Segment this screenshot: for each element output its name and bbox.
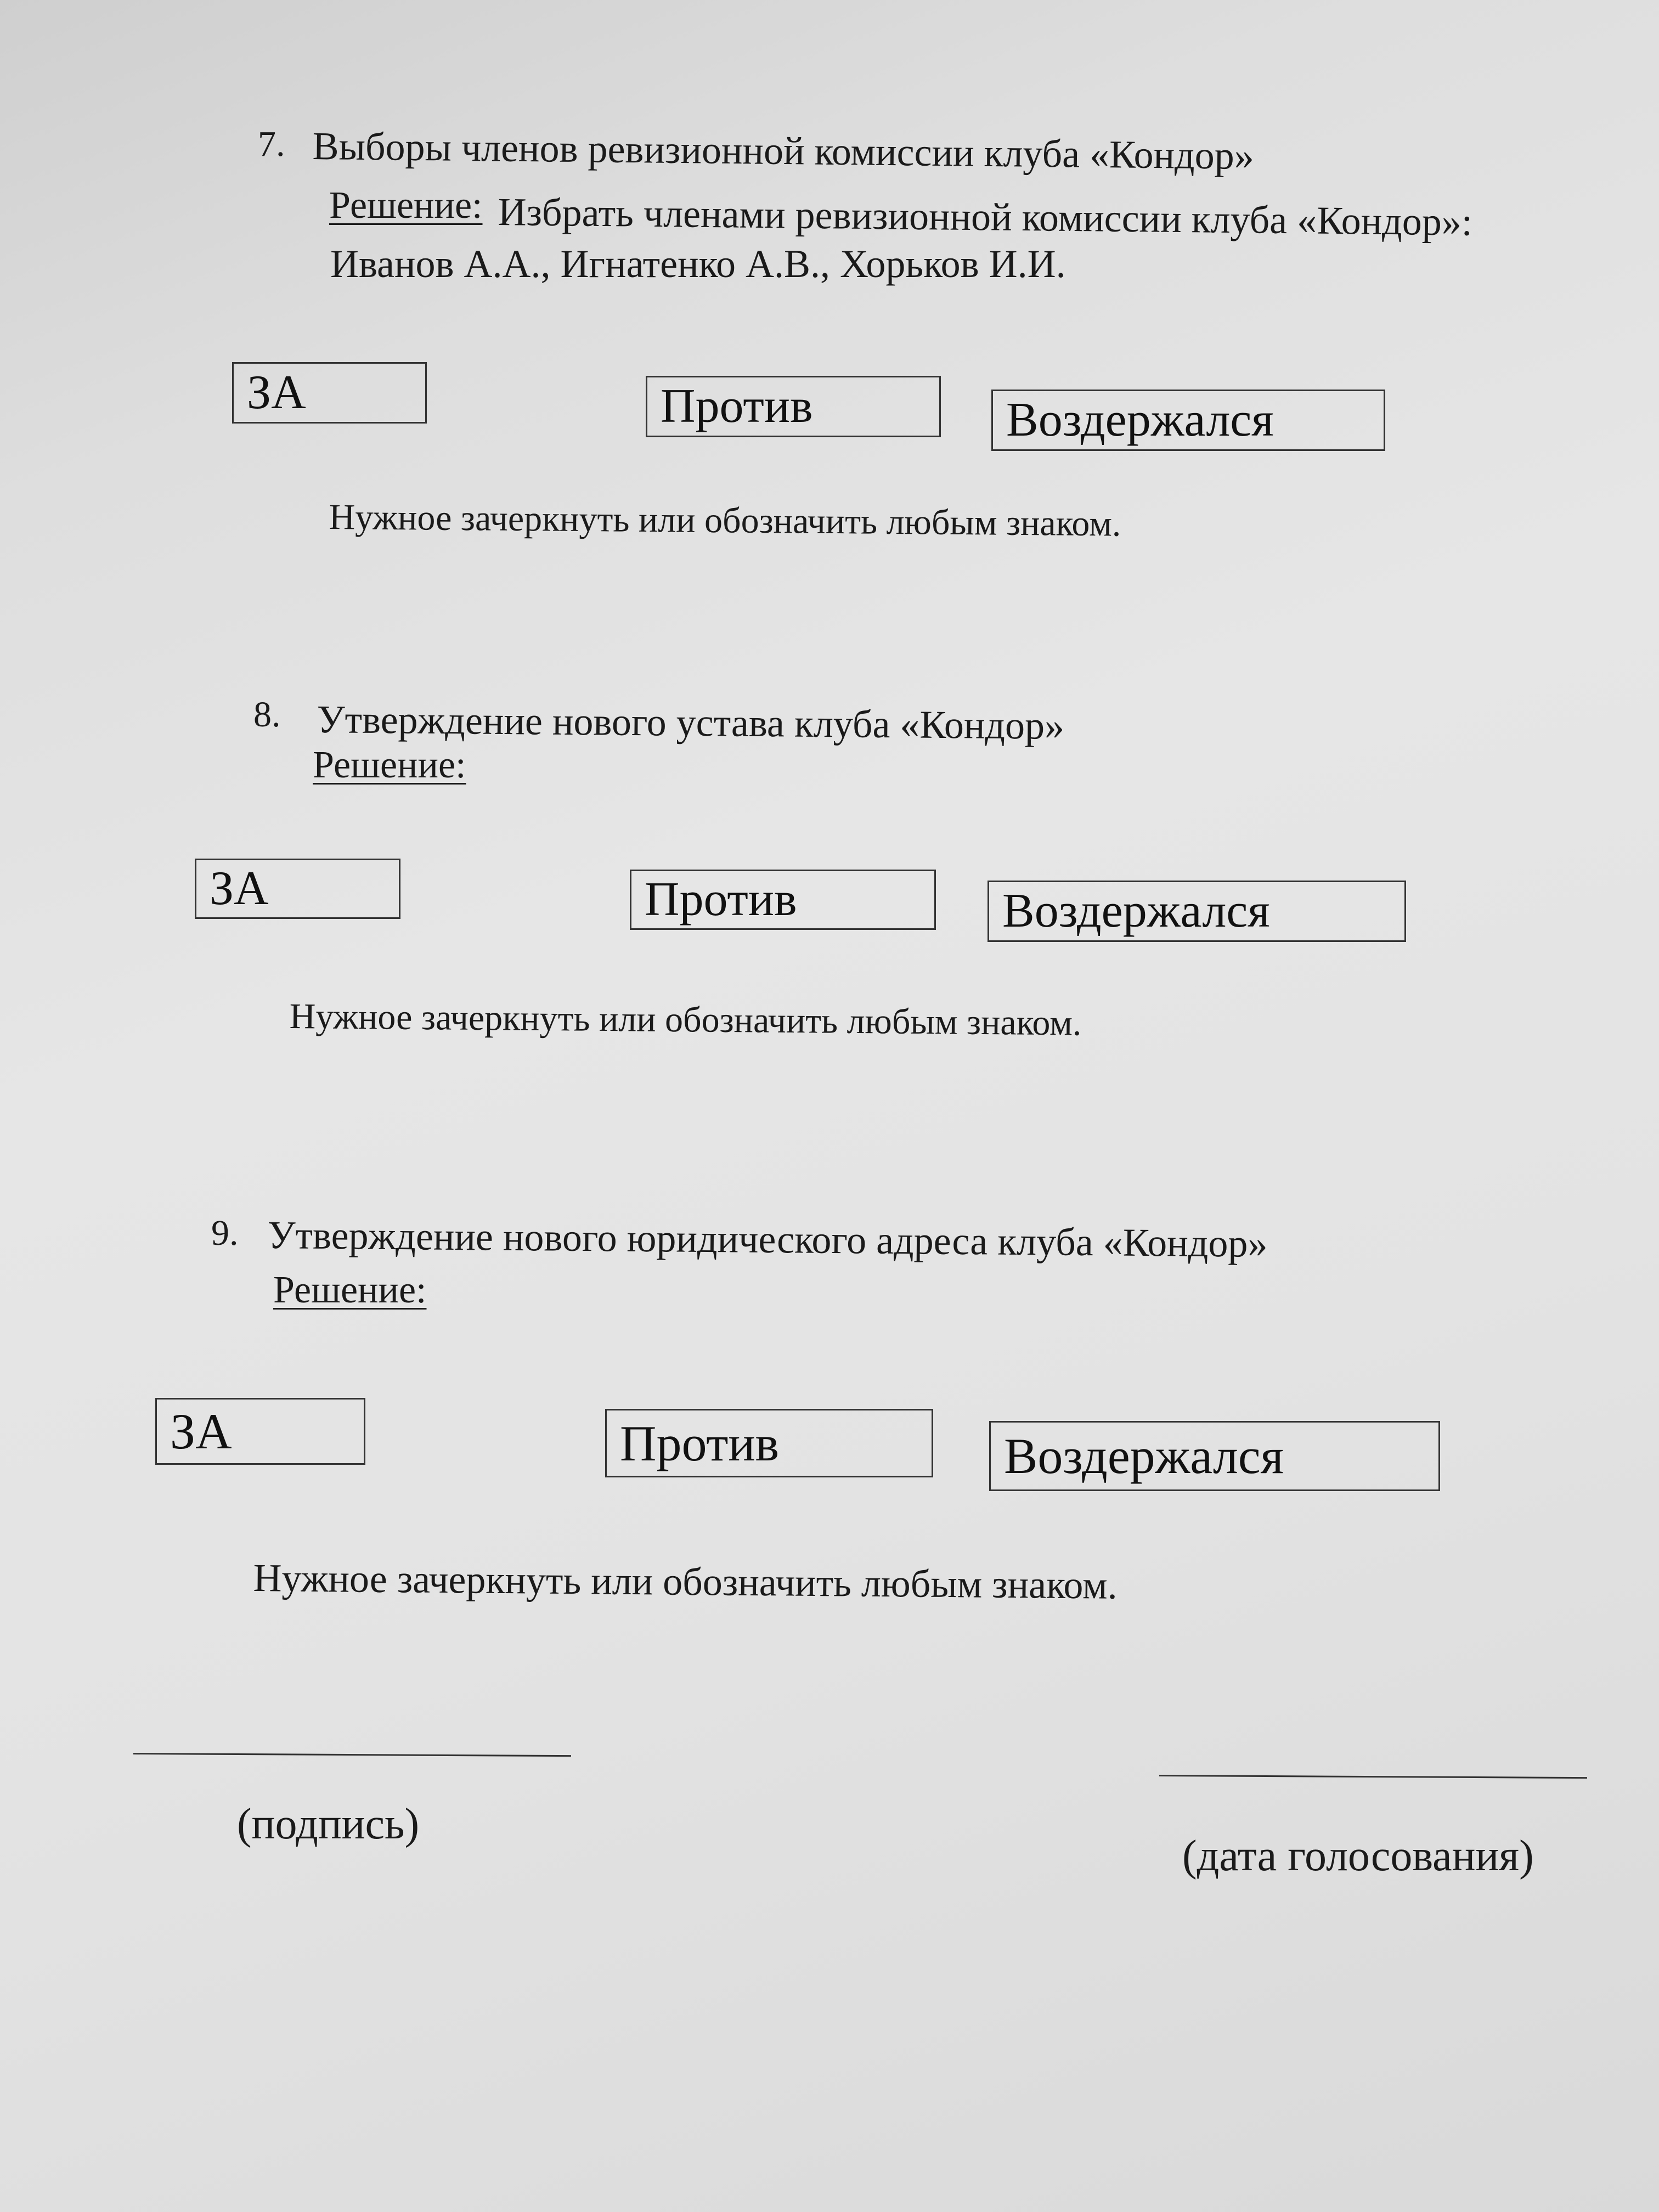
item-9-title: Утверждение нового юридического адреса клуба «Кондор» (267, 1213, 1268, 1266)
item-9-number: 9. (211, 1213, 239, 1253)
item-9-vote-against[interactable]: Против (605, 1409, 933, 1477)
item-8-vote-for[interactable]: ЗА (195, 859, 400, 919)
item-9-instruction: Нужное зачеркнуть или обозначить любым знаком. (253, 1556, 1118, 1607)
item-9-vote-abstain[interactable]: Воздержался (989, 1421, 1440, 1491)
item-8-decision-label: Решение: (313, 744, 466, 786)
item-7-vote-abstain[interactable]: Воздержался (991, 390, 1385, 451)
item-8-vote-abstain[interactable]: Воздержался (988, 881, 1406, 942)
item-7-number: 7. (258, 124, 285, 164)
item-7-vote-against[interactable]: Против (646, 376, 941, 437)
signature-line[interactable] (133, 1753, 571, 1757)
item-8-instruction: Нужное зачеркнуть или обозначить любым знаком. (289, 996, 1082, 1043)
item-7-decision-label: Решение: (329, 184, 483, 227)
date-line[interactable] (1159, 1775, 1587, 1779)
item-7-vote-for[interactable]: ЗА (232, 362, 427, 424)
item-7-title: Выборы членов ревизионной комиссии клуба «Кондор» (312, 123, 1255, 178)
item-9-vote-for[interactable]: ЗА (155, 1398, 365, 1465)
item-7-decision-names: Иванов А.А., Игнатенко А.В., Хорьков И.И. (330, 242, 1066, 286)
item-8-vote-against[interactable]: Против (630, 870, 936, 930)
item-7-instruction: Нужное зачеркнуть или обозначить любым знаком. (329, 496, 1121, 544)
item-8-number: 8. (253, 695, 281, 735)
item-8-title: Утверждение нового устава клуба «Кондор» (317, 697, 1065, 748)
date-caption: (дата голосования) (1182, 1832, 1534, 1880)
item-9-decision-label: Решение: (273, 1269, 427, 1311)
item-7-decision-text: Избрать членами ревизионной комиссии клуба «Кондор»: (498, 189, 1473, 244)
signature-caption: (подпись) (237, 1800, 420, 1848)
